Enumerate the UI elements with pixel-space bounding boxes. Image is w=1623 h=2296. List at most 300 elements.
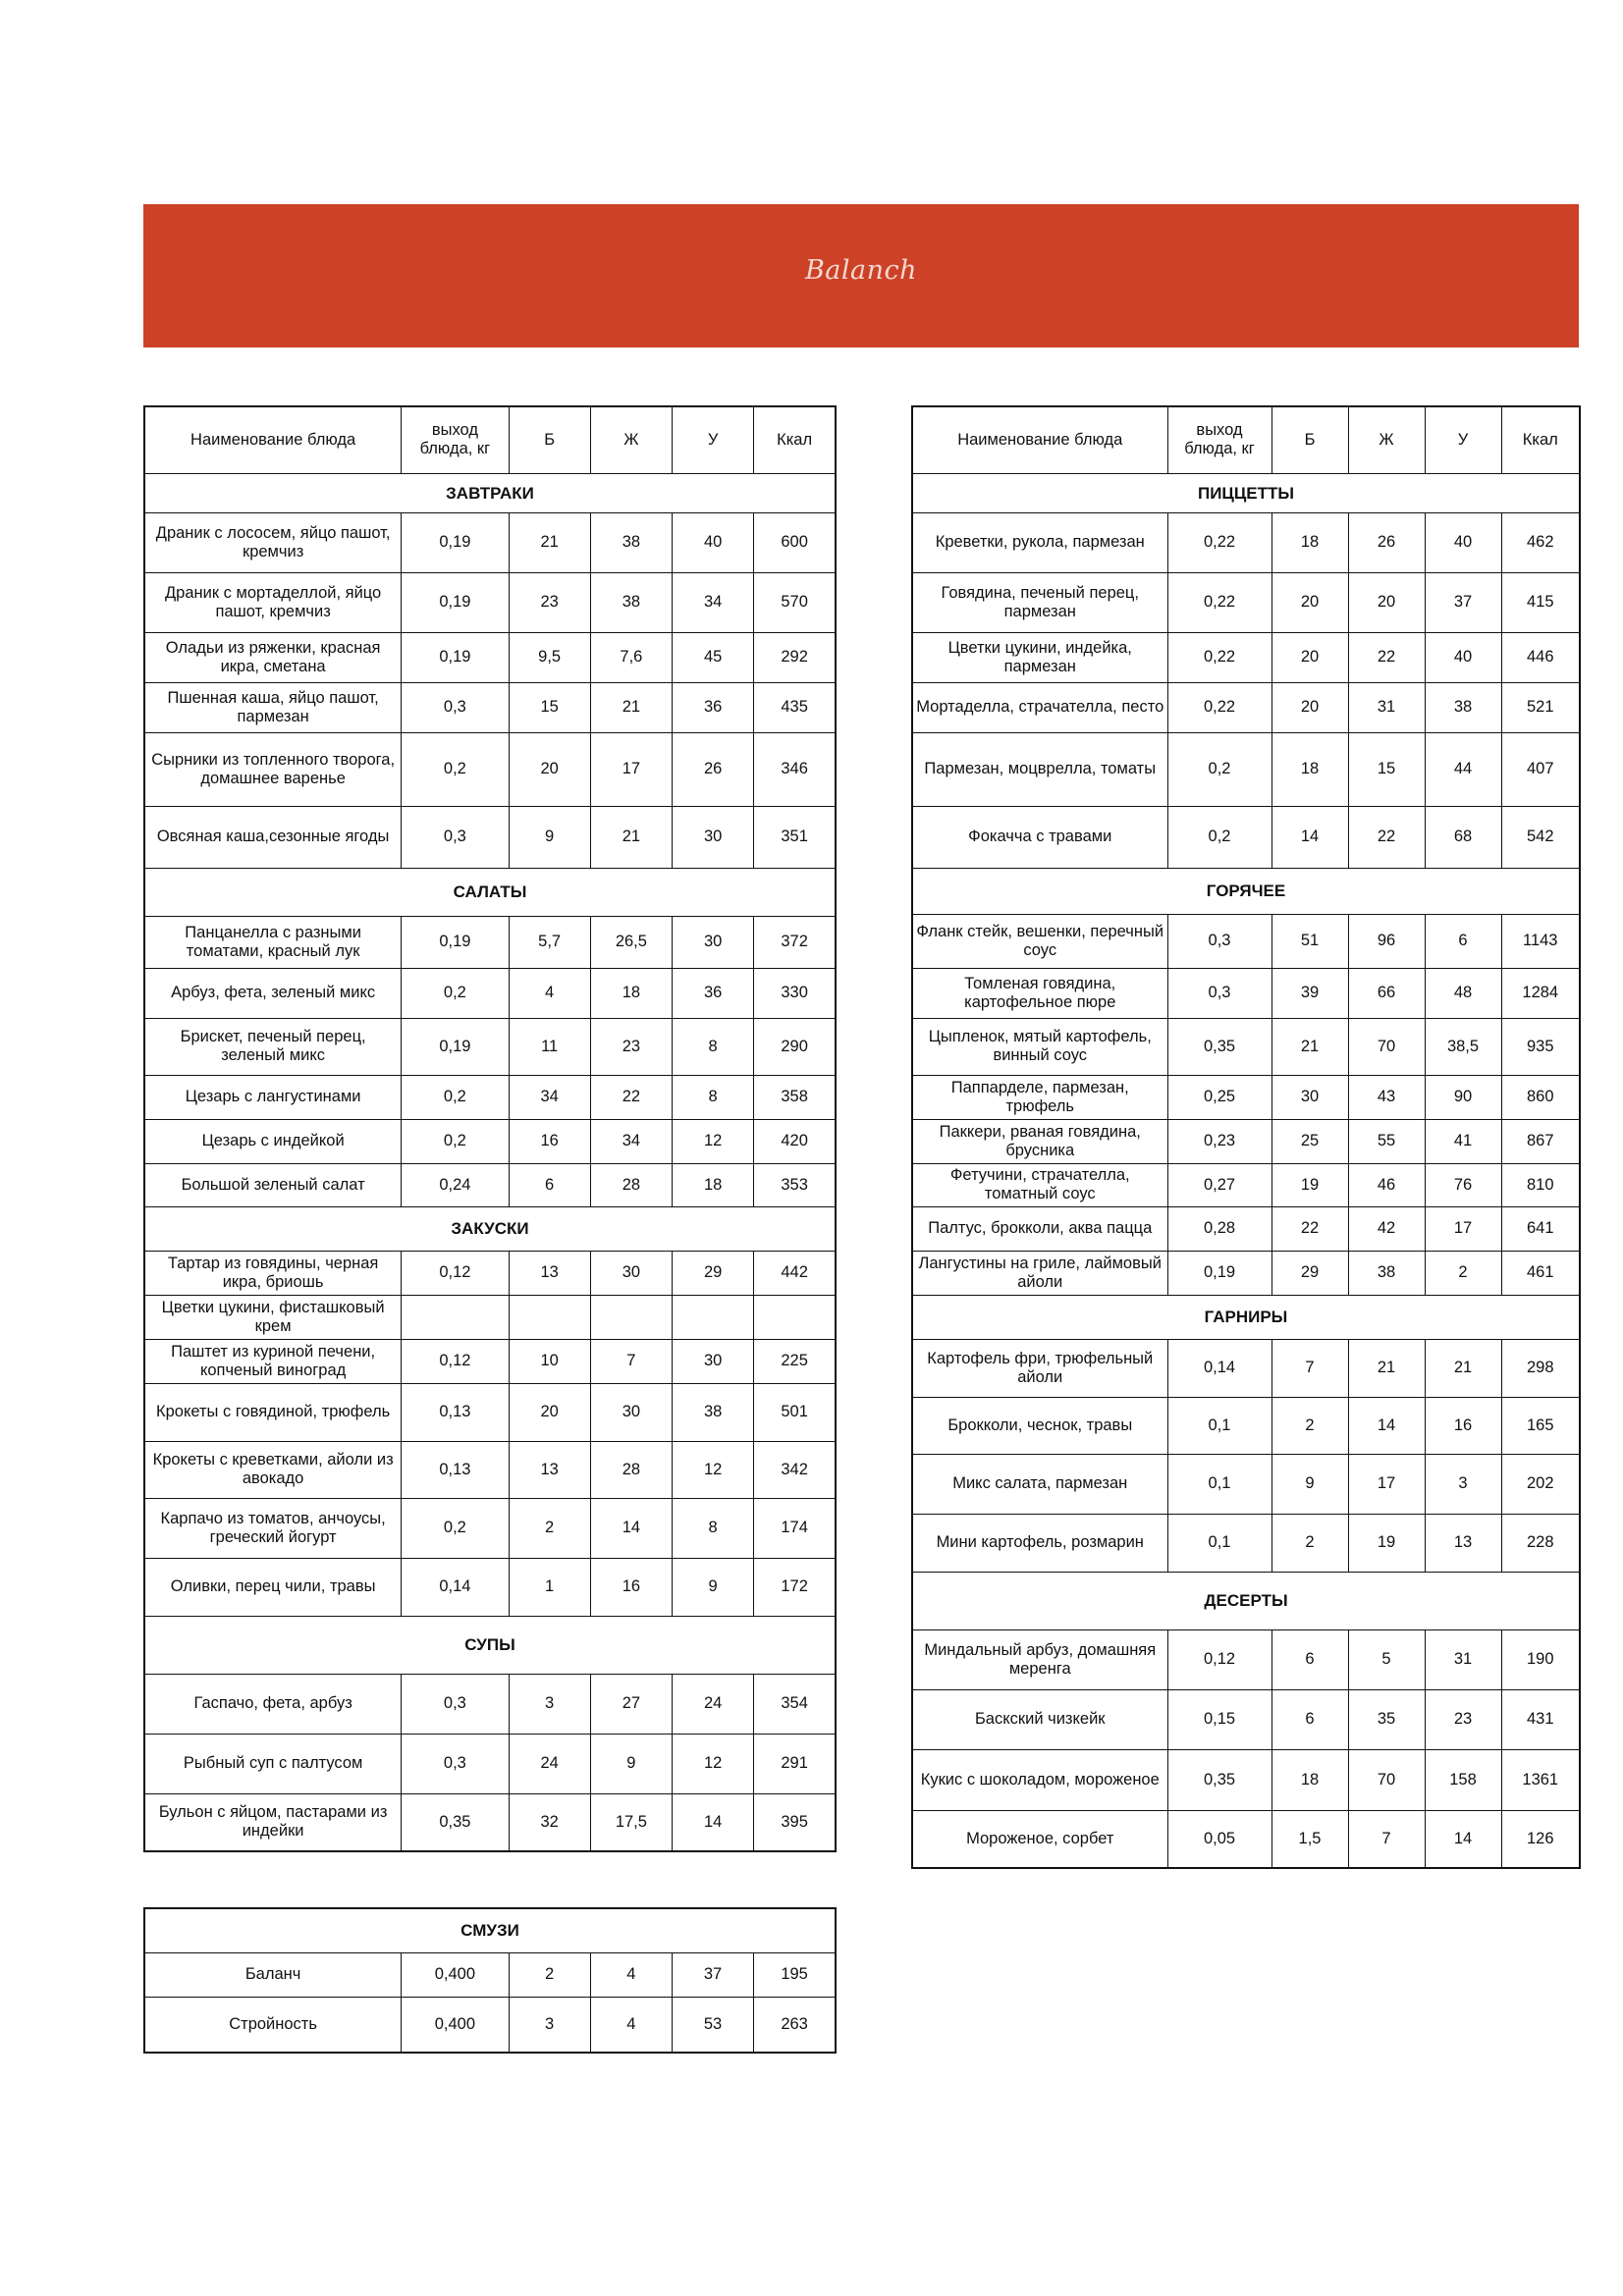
- table-row: [144, 1734, 836, 1793]
- dish-name: Лангустины на гриле, лаймовый айоли: [912, 1251, 1167, 1295]
- dish-carbs: 23: [1425, 1689, 1501, 1749]
- smoothie-table: [143, 1907, 837, 2054]
- dish-weight: 0,13: [402, 1441, 509, 1498]
- section-title: ПИЦЦЕТТЫ: [912, 473, 1580, 512]
- dish-kcal: 172: [754, 1558, 836, 1616]
- dish-kcal: 542: [1501, 806, 1580, 868]
- dish-name: Драник с лососем, яйцо пашот, кремчиз: [144, 512, 402, 572]
- section-title: ЗАВТРАКИ: [144, 473, 836, 512]
- table-row: [912, 1689, 1580, 1749]
- dish-kcal: 225: [754, 1339, 836, 1383]
- dish-protein: 15: [509, 682, 590, 732]
- dish-protein: 51: [1271, 914, 1348, 968]
- dish-protein: 29: [1271, 1251, 1348, 1295]
- table-row: [144, 1339, 836, 1383]
- dish-kcal: 415: [1501, 572, 1580, 632]
- dish-fat: 21: [590, 682, 672, 732]
- dish-weight: 0,35: [1167, 1749, 1271, 1810]
- dish-carbs: 40: [673, 512, 754, 572]
- dish-name: Цезарь с индейкой: [144, 1119, 402, 1163]
- dish-weight: 0,3: [402, 1674, 509, 1734]
- col-header-fat: Ж: [1348, 406, 1425, 473]
- dish-protein: [509, 1295, 590, 1339]
- dish-kcal: 358: [754, 1075, 836, 1119]
- section-title: ГОРЯЧЕЕ: [912, 868, 1580, 914]
- dish-fat: 70: [1348, 1018, 1425, 1075]
- table-row: [144, 512, 836, 572]
- dish-weight: 0,3: [1167, 914, 1271, 968]
- dish-kcal: 291: [754, 1734, 836, 1793]
- dish-fat: 17: [590, 732, 672, 806]
- col-header-weight: выход блюда, кг: [402, 406, 509, 473]
- dish-carbs: 36: [673, 682, 754, 732]
- dish-fat: 38: [590, 512, 672, 572]
- dish-weight: 0,22: [1167, 572, 1271, 632]
- dish-weight: 0,25: [1167, 1075, 1271, 1119]
- table-row: [912, 914, 1580, 968]
- dish-weight: 0,22: [1167, 632, 1271, 682]
- dish-protein: 9: [1271, 1454, 1348, 1514]
- dish-kcal: 228: [1501, 1514, 1580, 1572]
- dish-carbs: 38: [673, 1383, 754, 1441]
- dish-kcal: 372: [754, 916, 836, 968]
- dish-carbs: 44: [1425, 732, 1501, 806]
- dish-carbs: 68: [1425, 806, 1501, 868]
- dish-carbs: 36: [673, 968, 754, 1018]
- dish-name: Паккери, рваная говядина, брусника: [912, 1119, 1167, 1163]
- dish-kcal: 351: [754, 806, 836, 868]
- dish-weight: 0,1: [1167, 1514, 1271, 1572]
- dish-carbs: 41: [1425, 1119, 1501, 1163]
- dish-name: Рыбный суп с палтусом: [144, 1734, 402, 1793]
- dish-name: Мороженое, сорбет: [912, 1810, 1167, 1868]
- dish-kcal: 446: [1501, 632, 1580, 682]
- dish-carbs: 18: [673, 1163, 754, 1206]
- dish-protein: 2: [1271, 1397, 1348, 1454]
- dish-carbs: 76: [1425, 1163, 1501, 1206]
- dish-protein: 14: [1271, 806, 1348, 868]
- table-row: [912, 1397, 1580, 1454]
- dish-name: Говядина, печеный перец, пармезан: [912, 572, 1167, 632]
- table-row: [912, 968, 1580, 1018]
- dish-kcal: 190: [1501, 1629, 1580, 1689]
- dish-weight: 0,23: [1167, 1119, 1271, 1163]
- dish-carbs: 8: [673, 1498, 754, 1558]
- table-row: [144, 968, 836, 1018]
- section-title: ГАРНИРЫ: [912, 1295, 1580, 1339]
- dish-fat: 22: [590, 1075, 672, 1119]
- dish-name: Цыпленок, мятый картофель, винный соус: [912, 1018, 1167, 1075]
- dish-kcal: 174: [754, 1498, 836, 1558]
- dish-fat: 26,5: [590, 916, 672, 968]
- dish-fat: 7,6: [590, 632, 672, 682]
- table-row: [912, 1629, 1580, 1689]
- table-row: [144, 806, 836, 868]
- dish-weight: 0,19: [402, 572, 509, 632]
- dish-kcal: 935: [1501, 1018, 1580, 1075]
- dish-protein: 6: [1271, 1689, 1348, 1749]
- dish-carbs: 34: [673, 572, 754, 632]
- dish-protein: 10: [509, 1339, 590, 1383]
- section-header: [144, 1616, 836, 1674]
- dish-weight: 0,400: [402, 1997, 509, 2053]
- dish-protein: 20: [509, 732, 590, 806]
- dish-kcal: 462: [1501, 512, 1580, 572]
- section-title: ЗАКУСКИ: [144, 1206, 836, 1251]
- dish-weight: 0,2: [1167, 806, 1271, 868]
- table-row: [912, 1119, 1580, 1163]
- section-header: [144, 868, 836, 916]
- dish-weight: 0,19: [402, 632, 509, 682]
- dish-protein: 16: [509, 1119, 590, 1163]
- dish-protein: 3: [509, 1674, 590, 1734]
- dish-carbs: 90: [1425, 1075, 1501, 1119]
- section-header: [144, 1908, 836, 1952]
- dish-weight: 0,13: [402, 1383, 509, 1441]
- dish-kcal: 263: [754, 1997, 836, 2053]
- header-row: [144, 406, 836, 473]
- table-row: [144, 732, 836, 806]
- dish-name: Крокеты с креветками, айоли из авокадо: [144, 1441, 402, 1498]
- col-header-carbs: У: [673, 406, 754, 473]
- dish-carbs: 30: [673, 916, 754, 968]
- dish-carbs: 48: [1425, 968, 1501, 1018]
- dish-carbs: 8: [673, 1075, 754, 1119]
- dish-kcal: 292: [754, 632, 836, 682]
- dish-carbs: 12: [673, 1734, 754, 1793]
- dish-fat: 14: [1348, 1397, 1425, 1454]
- dish-protein: 39: [1271, 968, 1348, 1018]
- dish-fat: 17: [1348, 1454, 1425, 1514]
- dish-carbs: 158: [1425, 1749, 1501, 1810]
- dish-weight: 0,35: [402, 1793, 509, 1851]
- table-row: [144, 1674, 836, 1734]
- brand-banner: [143, 204, 1579, 347]
- section-title: ДЕСЕРТЫ: [912, 1572, 1580, 1629]
- dish-protein: 18: [1271, 1749, 1348, 1810]
- dish-weight: 0,12: [1167, 1629, 1271, 1689]
- dish-name: Пармезан, моцврелла, томаты: [912, 732, 1167, 806]
- table-row: [144, 1793, 836, 1851]
- dish-fat: 55: [1348, 1119, 1425, 1163]
- dish-carbs: 37: [1425, 572, 1501, 632]
- table-row: [144, 1952, 836, 1997]
- dish-protein: 20: [509, 1383, 590, 1441]
- dish-kcal: 165: [1501, 1397, 1580, 1454]
- dish-fat: 22: [1348, 632, 1425, 682]
- dish-kcal: 407: [1501, 732, 1580, 806]
- dish-protein: 19: [1271, 1163, 1348, 1206]
- dish-name: Миндальный арбуз, домашняя меренга: [912, 1629, 1167, 1689]
- dish-weight: 0,2: [402, 732, 509, 806]
- dish-name: Арбуз, фета, зеленый микс: [144, 968, 402, 1018]
- dish-weight: 0,35: [1167, 1018, 1271, 1075]
- dish-carbs: 2: [1425, 1251, 1501, 1295]
- table-row: [912, 632, 1580, 682]
- section-header: [912, 1572, 1580, 1629]
- dish-carbs: 3: [1425, 1454, 1501, 1514]
- dish-weight: 0,24: [402, 1163, 509, 1206]
- dish-protein: 22: [1271, 1206, 1348, 1251]
- dish-kcal: 860: [1501, 1075, 1580, 1119]
- dish-protein: 23: [509, 572, 590, 632]
- dish-protein: 2: [509, 1498, 590, 1558]
- dish-protein: 5,7: [509, 916, 590, 968]
- dish-protein: 6: [509, 1163, 590, 1206]
- dish-carbs: 14: [1425, 1810, 1501, 1868]
- dish-carbs: 53: [672, 1997, 753, 2053]
- col-header-protein: Б: [1271, 406, 1348, 473]
- section-title: САЛАТЫ: [144, 868, 836, 916]
- dish-kcal: 354: [754, 1674, 836, 1734]
- header-row: [912, 406, 1580, 473]
- table-row: [144, 1295, 836, 1339]
- dish-kcal: [754, 1295, 836, 1339]
- col-header-protein: Б: [509, 406, 590, 473]
- dish-name: Оливки, перец чили, травы: [144, 1558, 402, 1616]
- dish-fat: 31: [1348, 682, 1425, 732]
- dish-carbs: 30: [673, 806, 754, 868]
- table-row: [144, 1498, 836, 1558]
- dish-protein: 6: [1271, 1629, 1348, 1689]
- dish-fat: 5: [1348, 1629, 1425, 1689]
- dish-fat: [590, 1295, 672, 1339]
- table-row: [144, 1119, 836, 1163]
- dish-carbs: [673, 1295, 754, 1339]
- dish-protein: 13: [509, 1441, 590, 1498]
- section-header: [912, 473, 1580, 512]
- table-row: [912, 682, 1580, 732]
- dish-carbs: 16: [1425, 1397, 1501, 1454]
- dish-kcal: 195: [754, 1952, 836, 1997]
- table-row: [912, 1514, 1580, 1572]
- menu-table-left: [143, 405, 837, 1852]
- col-header-kcal: Ккал: [754, 406, 836, 473]
- dish-fat: 35: [1348, 1689, 1425, 1749]
- table-row: [144, 1251, 836, 1295]
- dish-kcal: 342: [754, 1441, 836, 1498]
- dish-carbs: 13: [1425, 1514, 1501, 1572]
- table-row: [144, 632, 836, 682]
- table-row: [912, 1163, 1580, 1206]
- dish-fat: 66: [1348, 968, 1425, 1018]
- dish-weight: 0,3: [402, 1734, 509, 1793]
- dish-name: Овсяная каша,сезонные ягоды: [144, 806, 402, 868]
- dish-kcal: 395: [754, 1793, 836, 1851]
- dish-name: Крокеты с говядиной, трюфель: [144, 1383, 402, 1441]
- dish-name: Тартар из говядины, черная икра, бриошь: [144, 1251, 402, 1295]
- dish-fat: 18: [590, 968, 672, 1018]
- dish-fat: 34: [590, 1119, 672, 1163]
- dish-fat: 70: [1348, 1749, 1425, 1810]
- col-header-name: Наименование блюда: [144, 406, 402, 473]
- dish-kcal: 810: [1501, 1163, 1580, 1206]
- dish-name: Цветки цукини, индейка, пармезан: [912, 632, 1167, 682]
- dish-carbs: 26: [673, 732, 754, 806]
- table-row: [912, 1251, 1580, 1295]
- dish-fat: 9: [590, 1734, 672, 1793]
- dish-protein: 18: [1271, 732, 1348, 806]
- dish-fat: 19: [1348, 1514, 1425, 1572]
- dish-fat: 38: [590, 572, 672, 632]
- dish-kcal: 442: [754, 1251, 836, 1295]
- dish-protein: 4: [509, 968, 590, 1018]
- dish-protein: 25: [1271, 1119, 1348, 1163]
- dish-name: Оладьи из ряженки, красная икра, сметана: [144, 632, 402, 682]
- table-row: [144, 1997, 836, 2053]
- dish-weight: 0,14: [1167, 1339, 1271, 1397]
- dish-carbs: 29: [673, 1251, 754, 1295]
- table-row: [144, 682, 836, 732]
- dish-name: Палтус, брокколи, аква пацца: [912, 1206, 1167, 1251]
- dish-protein: 30: [1271, 1075, 1348, 1119]
- dish-name: Баскский чизкейк: [912, 1689, 1167, 1749]
- dish-name: Кукис с шоколадом, мороженое: [912, 1749, 1167, 1810]
- dish-weight: 0,3: [402, 806, 509, 868]
- dish-fat: 14: [590, 1498, 672, 1558]
- section-title: СУПЫ: [144, 1616, 836, 1674]
- dish-fat: 17,5: [590, 1793, 672, 1851]
- table-row: [144, 1018, 836, 1075]
- table-row: [912, 1075, 1580, 1119]
- dish-carbs: 37: [672, 1952, 753, 1997]
- brand-logo: Balanch: [804, 255, 918, 286]
- dish-weight: 0,19: [402, 916, 509, 968]
- dish-protein: 2: [509, 1952, 590, 1997]
- dish-protein: 3: [509, 1997, 590, 2053]
- table-row: [912, 1810, 1580, 1868]
- dish-kcal: 570: [754, 572, 836, 632]
- dish-name: Панцанелла с разными томатами, красный лук: [144, 916, 402, 968]
- dish-name: Креветки, рукола, пармезан: [912, 512, 1167, 572]
- dish-name: Фокачча с травами: [912, 806, 1167, 868]
- dish-kcal: 431: [1501, 1689, 1580, 1749]
- dish-weight: 0,28: [1167, 1206, 1271, 1251]
- dish-protein: 13: [509, 1251, 590, 1295]
- table-row: [144, 1441, 836, 1498]
- dish-weight: 0,2: [402, 1498, 509, 1558]
- dish-carbs: 14: [673, 1793, 754, 1851]
- dish-kcal: 1143: [1501, 914, 1580, 968]
- dish-weight: 0,05: [1167, 1810, 1271, 1868]
- table-row: [912, 512, 1580, 572]
- table-row: [912, 806, 1580, 868]
- table-row: [144, 1075, 836, 1119]
- dish-weight: 0,15: [1167, 1689, 1271, 1749]
- dish-weight: 0,2: [1167, 732, 1271, 806]
- dish-carbs: 40: [1425, 512, 1501, 572]
- col-header-fat: Ж: [590, 406, 672, 473]
- table-row: [144, 1558, 836, 1616]
- section-header: [144, 1206, 836, 1251]
- dish-name: Фланк стейк, вешенки, перечный соус: [912, 914, 1167, 968]
- menu-table-right: [911, 405, 1581, 1869]
- table-row: [912, 1454, 1580, 1514]
- dish-name: Драник с мортаделлой, яйцо пашот, кремчиз: [144, 572, 402, 632]
- dish-fat: 7: [1348, 1810, 1425, 1868]
- dish-protein: 21: [1271, 1018, 1348, 1075]
- dish-fat: 21: [590, 806, 672, 868]
- dish-weight: 0,3: [402, 682, 509, 732]
- dish-carbs: 40: [1425, 632, 1501, 682]
- dish-fat: 4: [590, 1997, 672, 2053]
- dish-name: Паппарделе, пармезан, трюфель: [912, 1075, 1167, 1119]
- dish-name: Сырники из топленного творога, домашнее варенье: [144, 732, 402, 806]
- dish-fat: 22: [1348, 806, 1425, 868]
- dish-carbs: 12: [673, 1119, 754, 1163]
- dish-kcal: 501: [754, 1383, 836, 1441]
- dish-protein: 18: [1271, 512, 1348, 572]
- dish-protein: 1,5: [1271, 1810, 1348, 1868]
- dish-protein: 20: [1271, 682, 1348, 732]
- dish-name: Гаспачо, фета, арбуз: [144, 1674, 402, 1734]
- col-header-name: Наименование блюда: [912, 406, 1167, 473]
- table-row: [144, 1383, 836, 1441]
- dish-weight: 0,22: [1167, 682, 1271, 732]
- table-row: [912, 1206, 1580, 1251]
- dish-name: Баланч: [144, 1952, 402, 1997]
- dish-fat: 28: [590, 1441, 672, 1498]
- dish-fat: 16: [590, 1558, 672, 1616]
- dish-fat: 7: [590, 1339, 672, 1383]
- dish-protein: 20: [1271, 632, 1348, 682]
- section-title: СМУЗИ: [144, 1908, 836, 1952]
- dish-kcal: 330: [754, 968, 836, 1018]
- dish-protein: 7: [1271, 1339, 1348, 1397]
- dish-weight: 0,2: [402, 1075, 509, 1119]
- dish-kcal: 461: [1501, 1251, 1580, 1295]
- col-header-carbs: У: [1425, 406, 1501, 473]
- table-row: [144, 572, 836, 632]
- dish-fat: 26: [1348, 512, 1425, 572]
- dish-name: Брискет, печеный перец, зеленый микс: [144, 1018, 402, 1075]
- dish-fat: 30: [590, 1251, 672, 1295]
- dish-weight: 0,400: [402, 1952, 509, 1997]
- dish-fat: 15: [1348, 732, 1425, 806]
- dish-name: Пшенная каша, яйцо пашот, пармезан: [144, 682, 402, 732]
- dish-kcal: 353: [754, 1163, 836, 1206]
- dish-carbs: 31: [1425, 1629, 1501, 1689]
- dish-name: Микс салата, пармезан: [912, 1454, 1167, 1514]
- dish-weight: 0,1: [1167, 1397, 1271, 1454]
- dish-protein: 9: [509, 806, 590, 868]
- dish-fat: 42: [1348, 1206, 1425, 1251]
- table-row: [912, 732, 1580, 806]
- dish-fat: 30: [590, 1383, 672, 1441]
- dish-name: Брокколи, чеснок, травы: [912, 1397, 1167, 1454]
- dish-weight: 0,19: [402, 512, 509, 572]
- dish-carbs: 21: [1425, 1339, 1501, 1397]
- dish-carbs: 45: [673, 632, 754, 682]
- dish-kcal: 420: [754, 1119, 836, 1163]
- dish-fat: 38: [1348, 1251, 1425, 1295]
- dish-kcal: 641: [1501, 1206, 1580, 1251]
- dish-weight: 0,12: [402, 1251, 509, 1295]
- dish-protein: 11: [509, 1018, 590, 1075]
- dish-name: Фетучини, страчателла, томатный соус: [912, 1163, 1167, 1206]
- table-row: [912, 1018, 1580, 1075]
- dish-fat: 96: [1348, 914, 1425, 968]
- dish-protein: 9,5: [509, 632, 590, 682]
- dish-fat: 20: [1348, 572, 1425, 632]
- dish-kcal: 346: [754, 732, 836, 806]
- dish-name: Большой зеленый салат: [144, 1163, 402, 1206]
- table-row: [912, 572, 1580, 632]
- dish-kcal: 600: [754, 512, 836, 572]
- dish-name: Мортаделла, страчателла, песто: [912, 682, 1167, 732]
- dish-kcal: 202: [1501, 1454, 1580, 1514]
- table-row: [144, 1163, 836, 1206]
